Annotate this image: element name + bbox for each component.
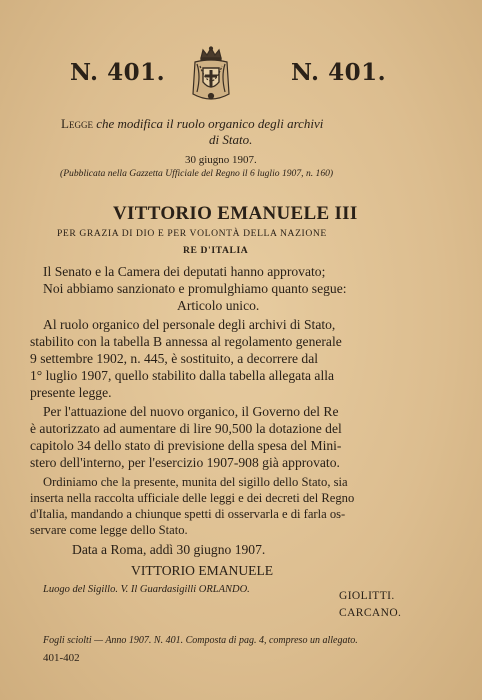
para2-line-4: stero dell'interno, per l'esercizio 1907-908 già approvato.	[30, 455, 340, 470]
law-title-line-2: di Stato.	[209, 132, 253, 147]
law-number-right: N. 401.	[291, 59, 387, 86]
grace-formula: PER GRAZIA DI DIO E PER VOLONTÀ DELLA NAZIONE	[57, 228, 327, 239]
minister-giolitti: GIOLITTI.	[339, 590, 395, 602]
luogo-sigillo: Luogo del Sigillo. V. Il Guardasigilli ORLANDO.	[43, 584, 250, 595]
law-number-left: N. 401.	[70, 59, 166, 86]
fogli-sciolti-note: Fogli sciolti — Anno 1907. N. 401. Composta di pag. 4, compreso un allegato.	[43, 635, 358, 646]
page-range: 401-402	[43, 652, 80, 664]
article-title: Articolo unico.	[177, 298, 260, 313]
legge-label: Legge	[61, 116, 93, 131]
intro-line-2: Noi abbiamo sanzionato e promulghiamo quanto segue:	[43, 281, 347, 296]
para3-line-4: servare come legge dello Stato.	[30, 523, 188, 537]
para1-line-3: 9 settembre 1902, n. 445, è sostituito, a decorrere dal	[30, 351, 319, 366]
para1-line-5: presente legge.	[30, 385, 112, 400]
re-ditalia: RE D'ITALIA	[183, 245, 249, 256]
para2-line-2: è autorizzato ad aumentare di lire 90,500 la dotazione del	[30, 421, 342, 436]
publication-note: (Pubblicata nella Gazzetta Ufficiale del Regno il 6 luglio 1907, n. 160)	[60, 168, 334, 179]
intro-line-1: Il Senato e la Camera dei deputati hanno approvato;	[43, 264, 326, 279]
savoy-coat-of-arms-icon	[189, 46, 233, 104]
para1-line-1: Al ruolo organico del personale degli archivi di Stato,	[43, 317, 336, 332]
law-title-text: che modifica il ruolo organico degli archivi	[96, 116, 324, 131]
para3-line-3: d'Italia, mandando a chiunque spetti di osservarla e di farla os-	[30, 507, 346, 521]
para3-line-1: Ordiniamo che la presente, munita del sigillo dello Stato, sia	[43, 475, 348, 489]
data-roma: Data a Roma, addì 30 giugno 1907.	[72, 542, 266, 557]
king-signature: VITTORIO EMANUELE	[131, 563, 274, 578]
para3-line-2: inserta nella raccolta ufficiale delle leggi e dei decreti del Regno	[30, 491, 355, 505]
para1-line-2: stabilito con la tabella B annessa al regolamento generale	[30, 334, 342, 349]
law-date: 30 giugno 1907.	[185, 154, 257, 166]
king-name: VITTORIO EMANUELE III	[113, 203, 358, 224]
minister-carcano: CARCANO.	[339, 607, 402, 619]
law-title-line-1	[61, 116, 323, 132]
para1-line-4: 1° luglio 1907, quello stabilito dalla tabella allegata alla	[30, 368, 335, 383]
para2-line-1: Per l'attuazione del nuovo organico, il Governo del Re	[43, 404, 339, 419]
para2-line-3: capitolo 34 dello stato di previsione della spesa del Mini-	[30, 438, 342, 453]
